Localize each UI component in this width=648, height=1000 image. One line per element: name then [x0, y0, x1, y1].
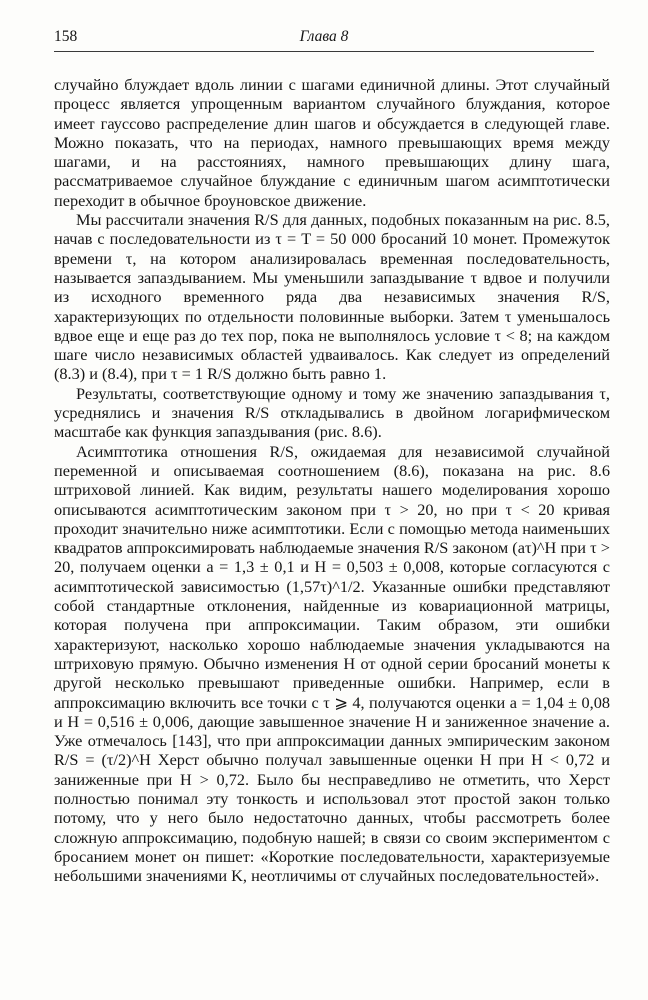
running-header: [54, 28, 594, 48]
chapter-title: Глава 8: [299, 28, 349, 45]
header-rule: [54, 51, 594, 52]
page-number: 158: [54, 28, 78, 45]
paragraph: Мы рассчитали значения R/S для данных, подобных показанным на рис. 8.5, начав с последовательности из τ = T = 50 000 бросаний 10 монет. Промежуток времени τ, на котором анализировалась временная последовательность, называется запаздыванием. Мы уменьшили запаздывание τ вдвое и получили из исходного временного ряда два независимых значения R/S, характеризующих по отдельности половинные выборки. Затем τ уменьшалось вдвое еще и еще раз до тех пор, пока не выполнялось условие τ < 8; на каждом шаге число независимых областей удваивалось. Как следует из определений (8.3) и (8.4), при τ = 1 R/S должно быть равно 1.: [54, 210, 610, 384]
paragraph: случайно блуждает вдоль линии с шагами единичной длины. Этот случайный процесс является упрощенным вариантом случайного блуждания, которое имеет гауссово распределение длин шагов и обсуждается в следующей главе. Можно показать, что на периодах, намного превышающих время между шагами, и на расстояниях, намного превышающих длину шага, рассматриваемое случайное блуждание с единичным шагом асимптотически переходит в обычное броуновское движение.: [54, 75, 610, 210]
paragraph: Результаты, соответствующие одному и тому же значению запаздывания τ, усреднялись и значения R/S откладывались в двойном логарифмическом масштабе как функция запаздывания (рис. 8.6).: [54, 383, 610, 442]
paragraph: Асимптотика отношения R/S, ожидаемая для независимой случайной переменной и описываемая соотношением (8.6), показана на рис. 8.6 штриховой линией. Как видим, результаты нашего моделирования хорошо описываются асимптотическим законом при τ > 20, но при τ < 20 кривая проходит значительно ниже асимптотики. Если с помощью метода наименьших квадратов аппроксимировать наблюдаемые значения R/S законом (aτ)^H при τ > 20, получаем оценки a = 1,3 ± 0,1 и H = 0,503 ± 0,008, которые согласуются с асимптотической зависимостью (1,57τ)^1/2. Указанные ошибки представляют собой стандартные отклонения, найденные из ковариационной матрицы, которая получена при аппроксимации. Таким образом, эти ошибки характеризуют, насколько хорошо наблюдаемые значения укладываются на штриховую прямую. Обычно изменения H от одной серии бросаний монеты к другой несколько превышают приведенные ошибки. Например, если в аппроксимацию включить все точки с τ ⩾ 4, получаются оценки a = 1,04 ± 0,08 и H = 0,516 ± 0,006, дающие завышенное значение H и заниженное значение a. Уже отмечалось [143], что при аппроксимации данных эмпирическим законом R/S = (τ/2)^H Херст обычно получал завышенные оценки H при H < 0,72 и заниженные при H > 0,72. Было бы несправедливо не отметить, что Херст полностью понимал эту тонкость и использовал этот простой закон только потому, что у него было недостаточно данных, чтобы рассмотреть более сложную аппроксимацию, подобную нашей; в связи со своим экспериментом с бросанием монет он пишет: «Короткие последовательности, характеризуемые небольшими значениями K, неотличимы от случайных последовательностей».: [54, 441, 610, 886]
body-text: [54, 75, 610, 885]
